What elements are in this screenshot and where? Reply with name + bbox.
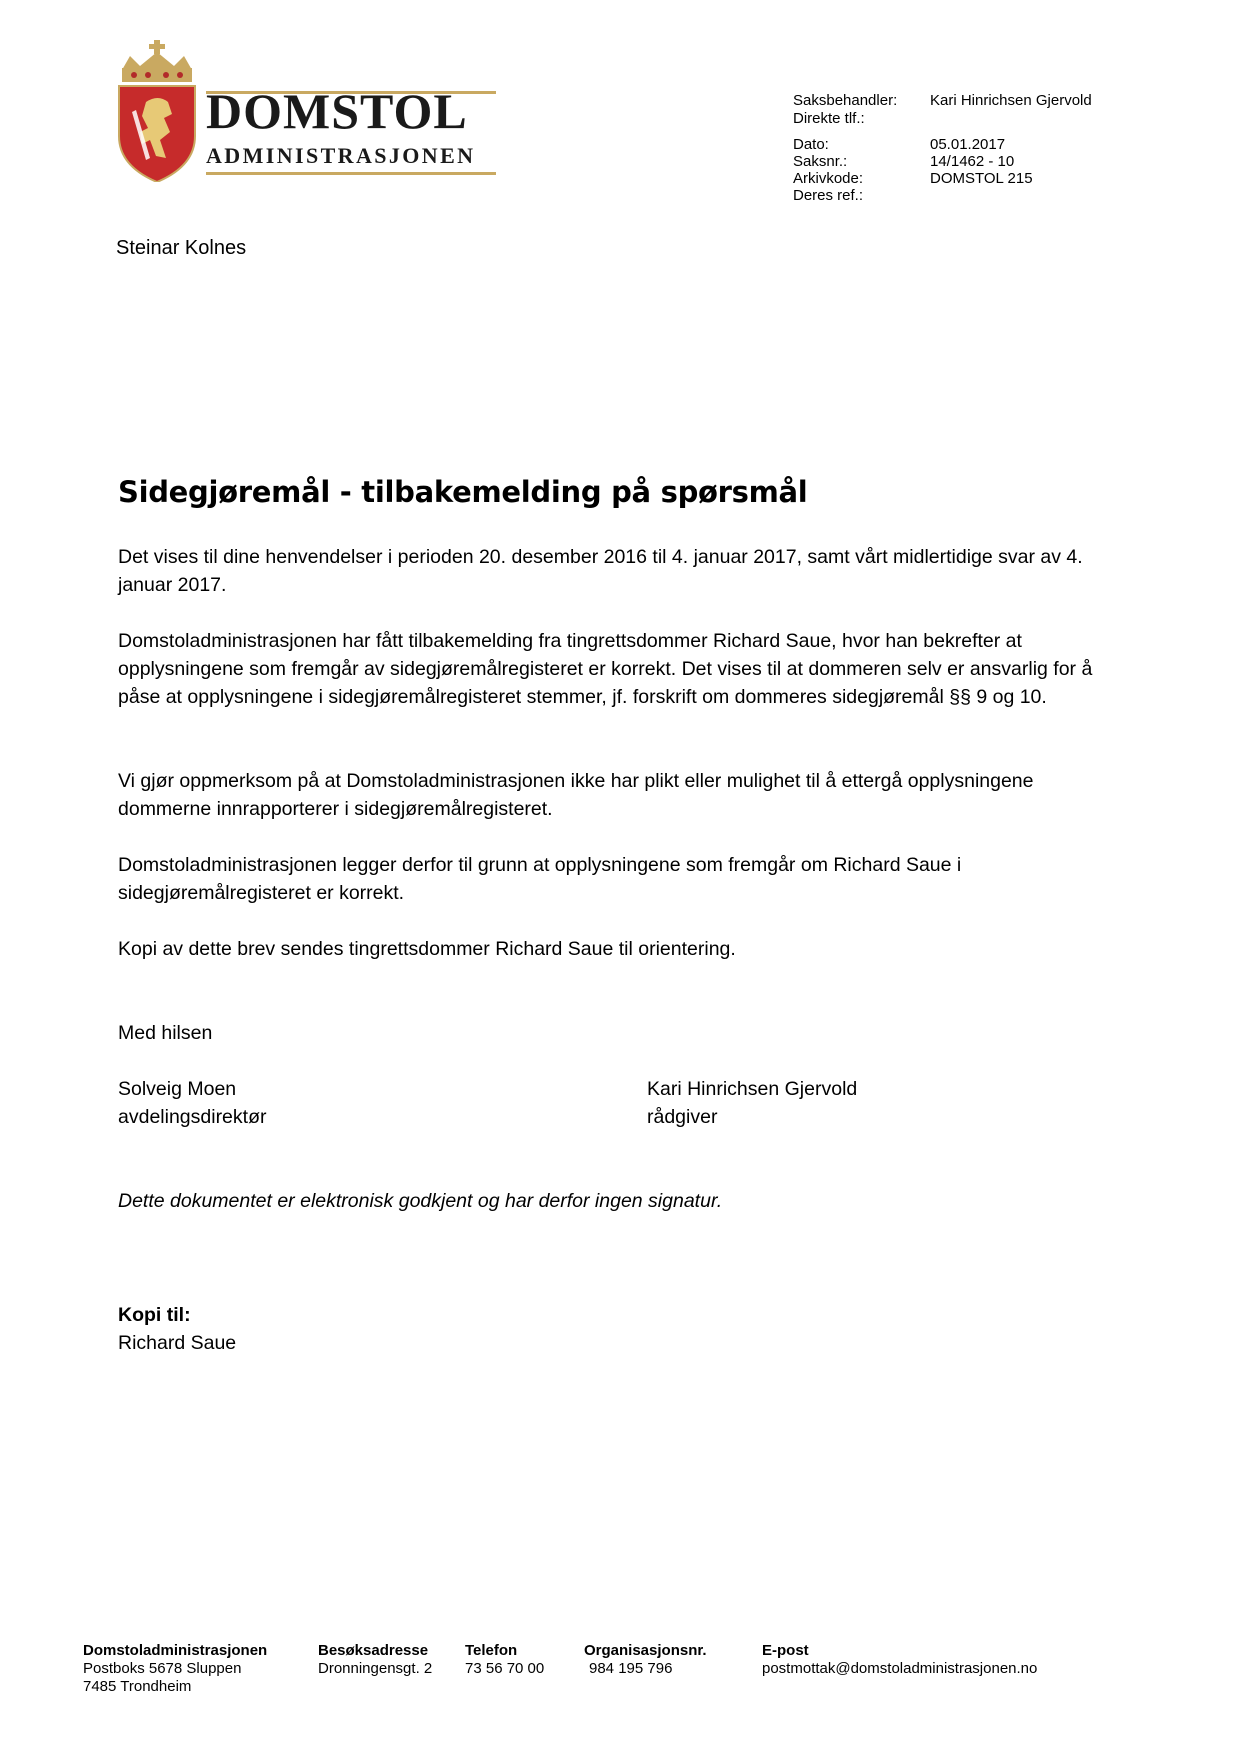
signer-2-name: Kari Hinrichsen Gjervold	[647, 1078, 858, 1100]
arkivkode-value: DOMSTOL 215	[930, 170, 1033, 187]
paragraph-3: Vi gjør oppmerksom på at Domstoladministrasjonen ikke har plikt eller mulighet til å ettergå opplysningene dommerne innrapporterer i sidegjøremålregisteret.	[118, 770, 1034, 820]
footer-email-heading: E-post	[762, 1642, 809, 1659]
paragraph-2: Domstoladministrasjonen har fått tilbakemelding fra tingrettsdommer Richard Saue, hvor han bekrefter at opplysningene som fremgår av sidegjøremålregisteret er korrekt. Det vises til at dommeren selv er ansvarlig for å påse at opplysningene i sidegjøremålregisteret stemmer, jf. forskrift om dommeres sidegjøremål §§ 9 og 10.	[118, 630, 1093, 708]
electronic-approval-note: Dette dokumentet er elektronisk godkjent og har derfor ingen signatur.	[118, 1190, 723, 1212]
signer-2-role: rådgiver	[647, 1106, 718, 1128]
copy-to-recipient: Richard Saue	[118, 1332, 237, 1354]
logo-title: DOMSTOL	[206, 83, 468, 139]
footer-phone-heading: Telefon	[465, 1642, 518, 1659]
copy-to-label: Kopi til:	[118, 1304, 191, 1326]
footer-email-value: postmottak@domstoladministrasjonen.no	[762, 1660, 1038, 1677]
arkivkode-label: Arkivkode:	[793, 170, 864, 187]
greeting: Med hilsen	[118, 1022, 213, 1044]
footer-org-line1: Postboks 5678 Sluppen	[83, 1660, 242, 1677]
footer-phone-value: 73 56 70 00	[465, 1660, 545, 1677]
paragraph-1: Det vises til dine henvendelser i perioden 20. desember 2016 til 4. januar 2017, samt vårt midlertidige svar av 4. januar 2017.	[118, 546, 1083, 596]
recipient-name: Steinar Kolnes	[116, 237, 247, 259]
signer-1-role: avdelingsdirektør	[118, 1106, 267, 1128]
direkte-tlf-label: Direkte tlf.:	[793, 110, 865, 127]
saksnr-value: 14/1462 - 10	[930, 153, 1015, 170]
saksbehandler-value: Kari Hinrichsen Gjervold	[930, 92, 1092, 109]
signer-1-name: Solveig Moen	[118, 1078, 237, 1100]
footer-org-heading: Domstoladministrasjonen	[83, 1642, 268, 1659]
paragraph-4: Domstoladministrasjonen legger derfor til grunn at opplysningene som fremgår om Richard Saue i sidegjøremålregisteret er korrekt.	[118, 854, 962, 904]
footer-orgnr-value: 984 195 796	[589, 1660, 673, 1677]
footer-org-line2: 7485 Trondheim	[83, 1678, 192, 1695]
saksbehandler-label: Saksbehandler:	[793, 92, 898, 109]
paragraph-5: Kopi av dette brev sendes tingrettsdommer Richard Saue til orientering.	[118, 938, 736, 960]
logo-subtitle: ADMINISTRASJONEN	[206, 143, 476, 168]
logo-gold-rule-bottom	[206, 172, 496, 175]
footer-orgnr-heading: Organisasjonsnr.	[584, 1642, 707, 1659]
footer-visit-heading: Besøksadresse	[318, 1642, 429, 1659]
coat-of-arms-logo	[116, 40, 198, 182]
saksnr-label: Saksnr.:	[793, 153, 848, 170]
deres-ref-label: Deres ref.:	[793, 187, 864, 204]
footer-visit-value: Dronningensgt. 2	[318, 1660, 433, 1677]
dato-value: 05.01.2017	[930, 136, 1006, 153]
dato-label: Dato:	[793, 136, 829, 153]
letter-title: Sidegjøremål - tilbakemelding på spørsmål	[118, 475, 808, 509]
